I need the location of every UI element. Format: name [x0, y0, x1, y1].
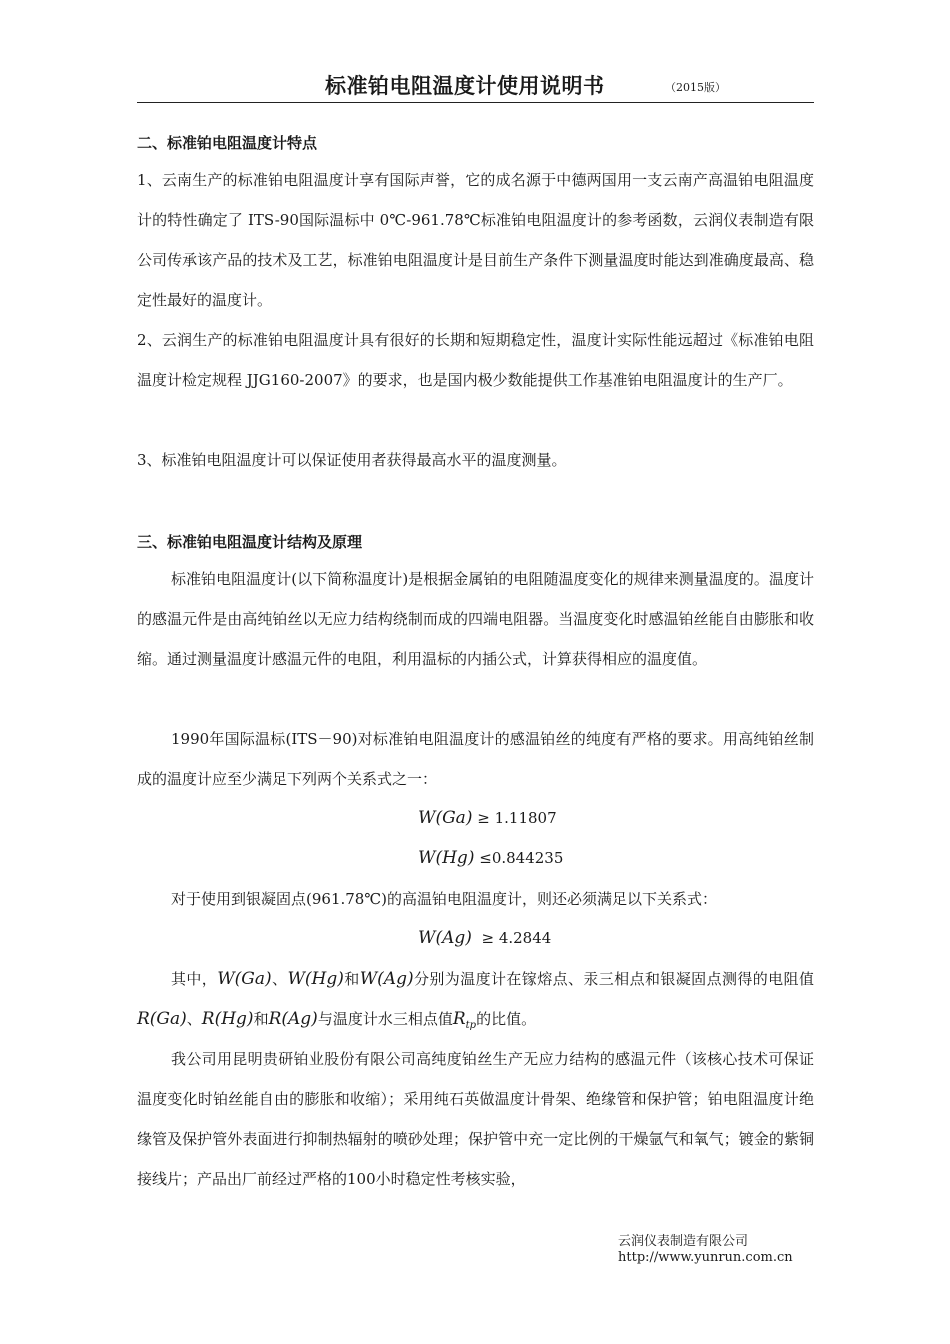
symbol-w-ag: W(Ag): [359, 969, 414, 989]
symbol-r-ga: R(Ga): [137, 1009, 187, 1029]
formula-lhs: W(Ag): [418, 928, 472, 948]
paragraph-its90: 1990年国际温标(ITS－90)对标准铂电阻温度计的感温铂丝的纯度有严格的要求。用高纯铂丝制成的温度计应至少满足下列两个关系式之一：: [137, 730, 814, 788]
symbol-r-ag: R(Ag): [268, 1009, 318, 1029]
paragraph-ratio-definition: [137, 959, 814, 1046]
formula-w-ag: [418, 928, 551, 948]
text-run: 与温度计水三相点值: [317, 1010, 453, 1028]
formula-lhs: W(Hg): [418, 848, 475, 868]
text-run: 其中，: [171, 970, 218, 988]
page-header: [137, 66, 814, 103]
formula-w-hg: [418, 848, 563, 868]
text-run: 分别为温度计在镓熔点、汞三相点和银凝固点测得的电阻值: [413, 970, 814, 988]
symbol-w-hg: W(Hg): [287, 969, 344, 989]
formula-value: 1.11807: [494, 809, 557, 827]
formula-value: 0.844235: [491, 849, 564, 867]
formula-value: 4.2844: [498, 929, 552, 947]
section-heading-features: 二、标准铂电阻温度计特点: [137, 134, 318, 152]
footer-url[interactable]: http://www.yunrun.com.cn: [618, 1250, 793, 1265]
formula-lhs: W(Ga): [418, 808, 473, 828]
symbol-r-hg: R(Hg): [201, 1009, 254, 1029]
formula-w-ga: [418, 808, 557, 828]
text-run: 的比值。: [476, 1010, 537, 1028]
document-edition: （2015版）: [665, 81, 726, 94]
text-run: 、: [271, 970, 288, 988]
text-run: 和: [343, 970, 360, 988]
document-title: 标准铂电阻温度计使用说明书: [325, 74, 605, 98]
paragraph-feature-1: 1、云南生产的标准铂电阻温度计享有国际声誉，它的成名源于中德两国用一支云南产高温铂电阻温度计的特性确定了 ITS-90国际温标中 0℃-961.78℃标准铂电阻温度计的参考函数，云润仪表制造有限公司传承该产品的技术及工艺，标准铂电阻温度计是目前生产条件下测量温度时能达到准确度最高、稳定性最好的温度计。: [137, 171, 814, 309]
symbol-w-ga: W(Ga): [217, 969, 272, 989]
paragraph-manufacturing: 我公司用昆明贵研铂业股份有限公司高纯度铂丝生产无应力结构的感温元件（该核心技术可保证温度变化时铂丝能自由的膨胀和收缩）；采用纯石英做温度计骨架、绝缘管和保护管；铂电阻温度计绝缘管及保护管外表面进行抑制热辐射的喷砂处理；保护管中充一定比例的干燥氩气和氧气；镀金的紫铜接线片；产品出厂前经过严格的100小时稳定性考核实验，: [137, 1050, 814, 1188]
paragraph-principle: 标准铂电阻温度计(以下简称温度计)是根据金属铂的电阻随温度变化的规律来测量温度的。温度计的感温元件是由高纯铂丝以无应力结构绕制而成的四端电阻器。当温度变化时感温铂丝能自由膨胀和收缩。通过测量温度计感温元件的电阻，利用温标的内插公式，计算获得相应的温度值。: [137, 570, 814, 668]
formula-operator: ≥: [481, 929, 495, 947]
section-heading-structure: 三、标准铂电阻温度计结构及原理: [137, 533, 363, 551]
footer-company: 云润仪表制造有限公司: [618, 1234, 749, 1249]
formula-operator: ≤: [479, 849, 492, 867]
symbol-r-tp: R: [452, 1009, 466, 1029]
paragraph-silver-point: 对于使用到银凝固点(961.78℃)的高温铂电阻温度计，则还必须满足以下关系式：: [171, 890, 717, 908]
paragraph-feature-2: 2、云润生产的标准铂电阻温度计具有很好的长期和短期稳定性，温度计实际性能远超过《标准铂电阻温度计检定规程 JJG160-2007》的要求，也是国内极少数能提供工作基准铂电阻温度计的生产厂。: [137, 331, 814, 389]
text-run: 和: [253, 1010, 269, 1028]
symbol-r-tp-subscript: tp: [465, 1020, 477, 1031]
text-run: 、: [186, 1010, 202, 1028]
paragraph-feature-3: 3、标准铂电阻温度计可以保证使用者获得最高水平的温度测量。: [137, 451, 567, 469]
formula-operator: ≥: [477, 809, 490, 827]
